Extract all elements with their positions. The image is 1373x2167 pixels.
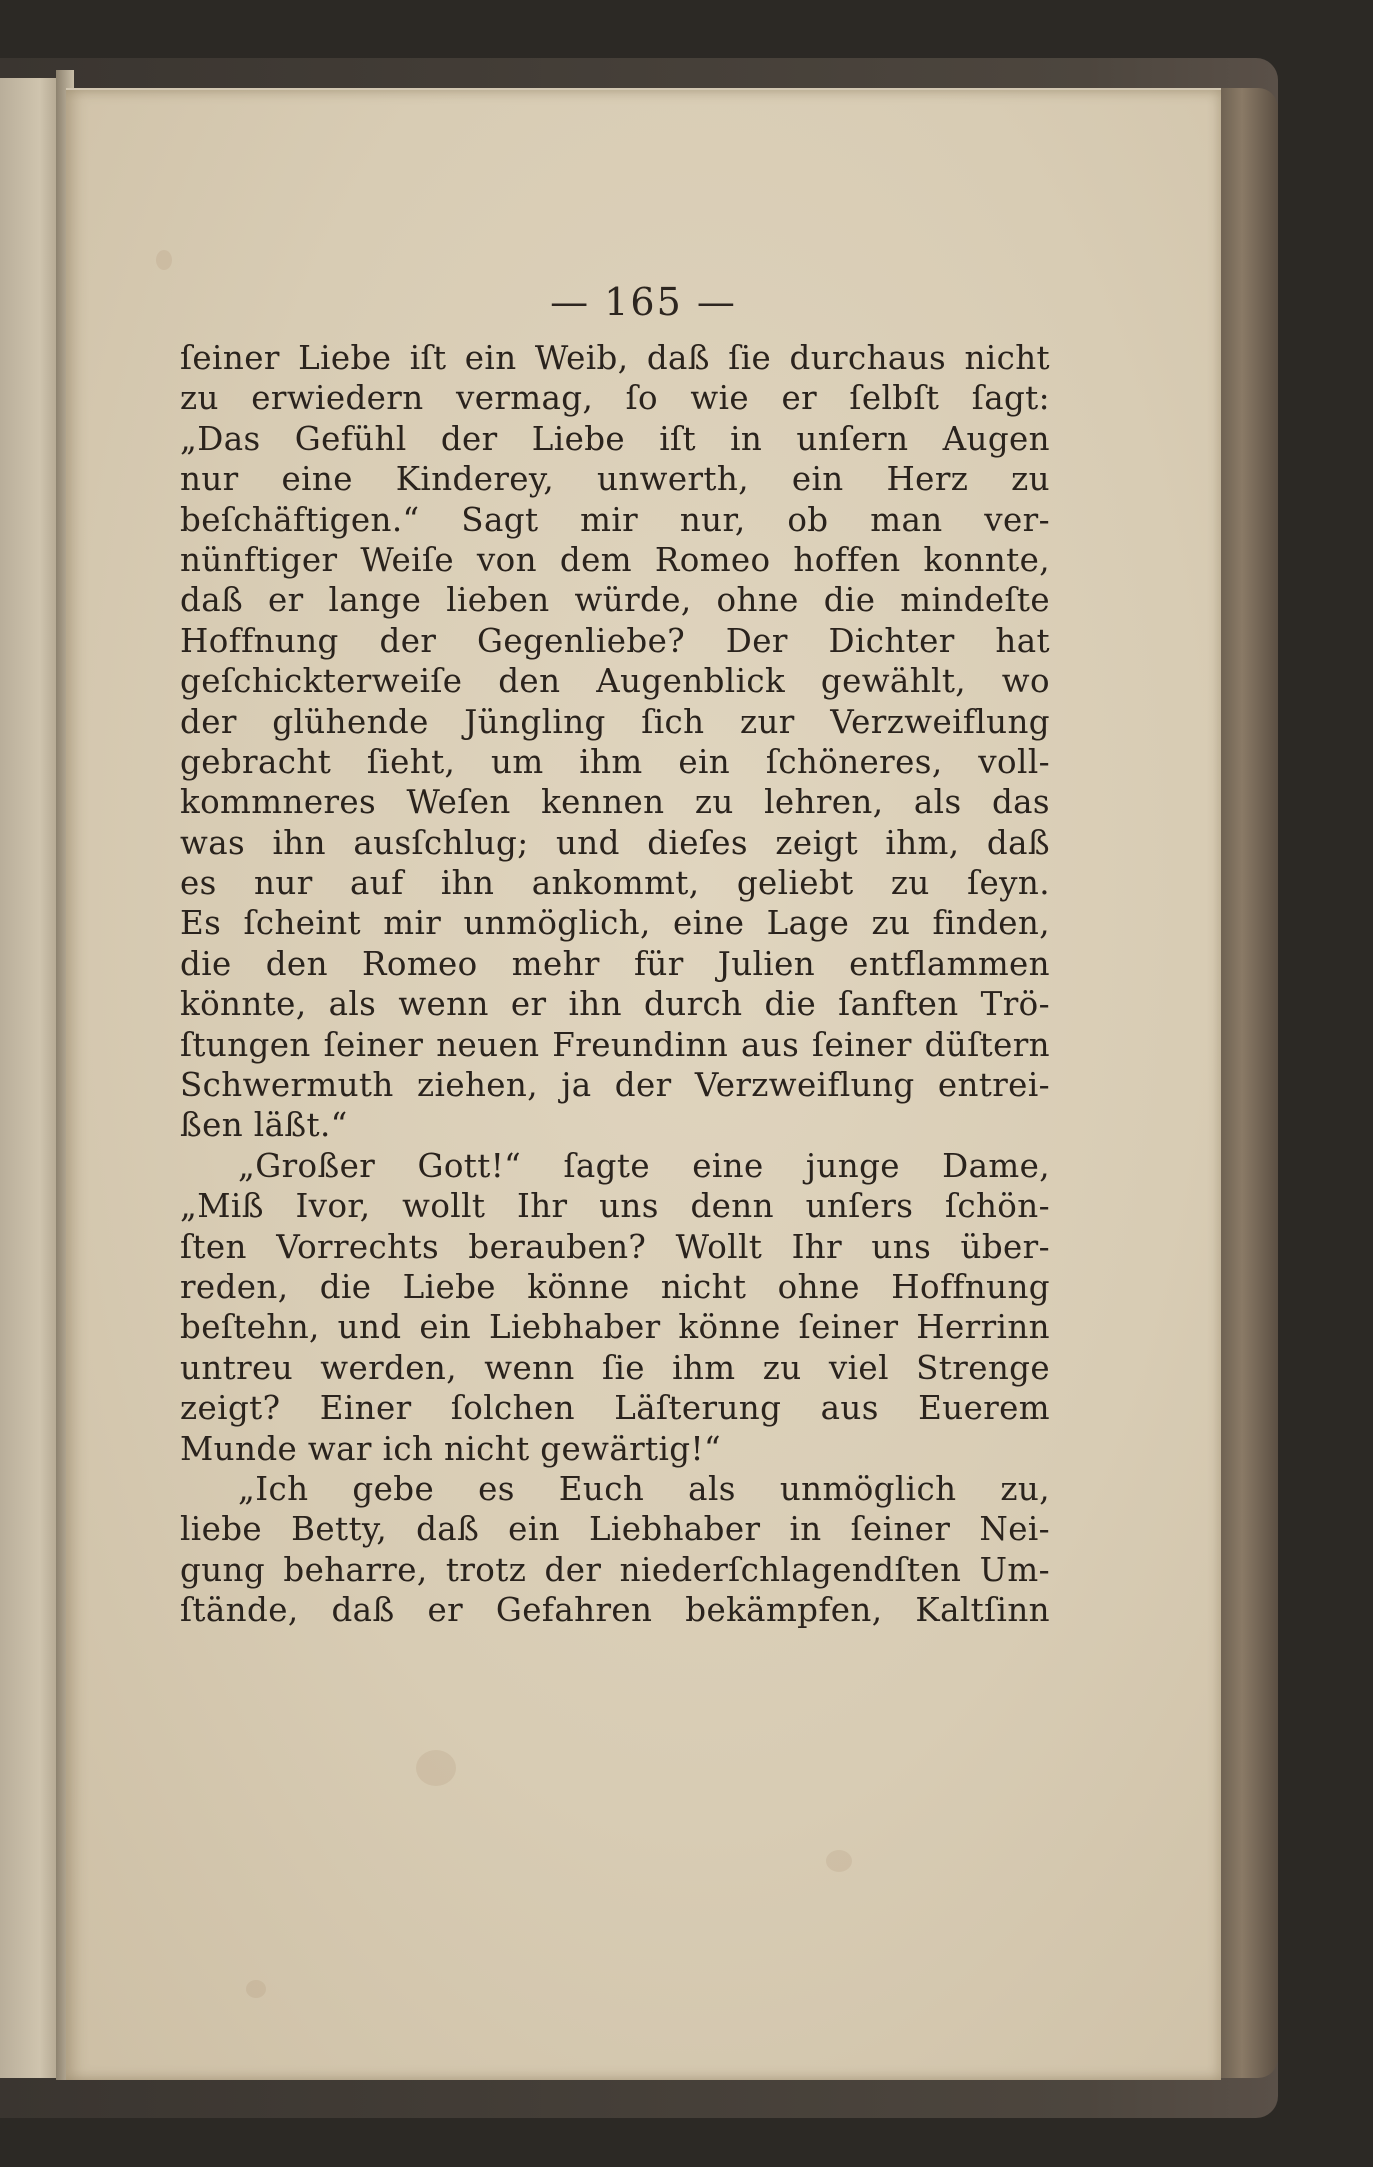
text-line: ſten Vorrechts berauben? Wollt Ihr uns über- — [180, 1227, 1050, 1266]
text-line: Es ſcheint mir unmöglich, eine Lage zu finden, — [180, 904, 1050, 943]
text-line: beſchäftigen.“ Sagt mir nur, ob man ver- — [180, 500, 1050, 539]
body-text — [180, 338, 1050, 1631]
text-line: ßen läßt.“ — [180, 1106, 348, 1145]
text-line: daß er lange lieben würde, ohne die mindeſte — [180, 581, 1050, 620]
book-page — [66, 88, 1221, 2080]
text-line: Schwermuth ziehen, ja der Verzweiflung entrei- — [180, 1066, 1050, 1105]
text-line: Munde war ich nicht gewärtig!“ — [180, 1429, 721, 1468]
cover-edge — [1218, 88, 1278, 2078]
paper-stain — [416, 1750, 456, 1786]
text-line: der glühende Jüngling ſich zur Verzweiflung — [180, 702, 1050, 741]
text-line: ſtände, daß er Gefahren bekämpfen, Kaltſinn — [180, 1591, 1050, 1630]
text-line: ſtungen ſeiner neuen Freundinn aus ſeiner düſtern — [180, 1025, 1050, 1064]
text-line: gung beharre, trotz der niederſchlagendſten Um- — [180, 1550, 1050, 1589]
paper-stain — [156, 250, 172, 270]
text-line: „Das Gefühl der Liebe iſt in unſern Augen — [180, 419, 1050, 458]
text-line: kommneres Weſen kennen zu lehren, als das — [180, 783, 1050, 822]
text-line: beſtehn, und ein Liebhaber könne ſeiner Herrinn — [180, 1308, 1050, 1347]
text-line: nünftiger Weiſe von dem Romeo hoffen konnte, — [180, 540, 1050, 579]
text-line: geſchickterweiſe den Augenblick gewählt, wo — [180, 662, 1050, 701]
paper-stain — [246, 1980, 266, 1998]
text-line: „Miß Ivor, wollt Ihr uns denn unſers ſchön- — [180, 1187, 1050, 1226]
text-line: liebe Betty, daß ein Liebhaber in ſeiner Nei- — [180, 1510, 1050, 1549]
text-line: „Ich gebe es Euch als unmöglich zu, — [238, 1469, 1050, 1508]
page-number: — 165 — — [550, 280, 737, 324]
text-line: reden, die Liebe könne nicht ohne Hoffnung — [180, 1267, 1050, 1306]
text-line: nur eine Kinderey, unwerth, ein Herz zu — [180, 460, 1050, 499]
text-line: könnte, als wenn er ihn durch die ſanften Trö- — [180, 985, 1050, 1024]
text-line: Hoffnung der Gegenliebe? Der Dichter hat — [180, 621, 1050, 660]
text-line: ſeiner Liebe iſt ein Weib, daß ſie durchaus nicht — [180, 339, 1050, 377]
paper-stain — [826, 1850, 852, 1872]
text-line: die den Romeo mehr für Julien entflammen — [180, 944, 1050, 983]
text-line: es nur auf ihn ankommt, geliebt zu ſeyn. — [180, 864, 1050, 903]
text-line: zeigt? Einer ſolchen Läſterung aus Euerem — [180, 1389, 1050, 1428]
text-line: was ihn ausſchlug; und dieſes zeigt ihm, daß — [180, 823, 1050, 862]
text-line: gebracht ſieht, um ihm ein ſchöneres, voll- — [180, 742, 1050, 781]
text-line: „Großer Gott!“ ſagte eine junge Dame, — [238, 1146, 1050, 1185]
text-line: untreu werden, wenn ſie ihm zu viel Strenge — [180, 1348, 1050, 1387]
text-line: zu erwiedern vermag, ſo wie er ſelbſt ſagt: — [180, 379, 1050, 418]
